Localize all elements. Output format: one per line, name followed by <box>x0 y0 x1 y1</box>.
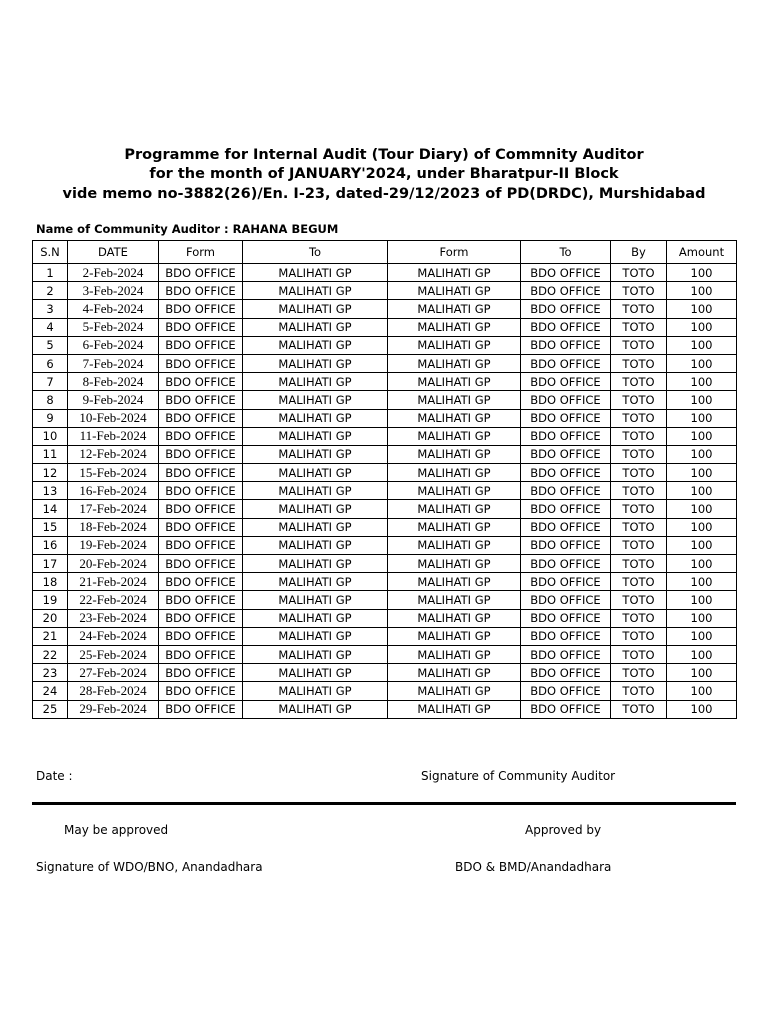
cell-date: 3-Feb-2024 <box>68 282 159 300</box>
document-title-line-3: vide memo no-3882(26)/En. I-23, dated-29/12/2023 of PD(DRDC), Murshidabad <box>62 186 706 202</box>
cell-amount: 100 <box>667 373 737 391</box>
cell-date: 2-Feb-2024 <box>68 264 159 282</box>
cell-date: 19-Feb-2024 <box>68 536 159 554</box>
cell-return-to: BDO OFFICE <box>521 391 611 409</box>
cell-by: TOTO <box>611 354 667 372</box>
cell-form: BDO OFFICE <box>159 645 243 663</box>
table-row <box>33 354 737 372</box>
cell-amount: 100 <box>667 536 737 554</box>
cell-by: TOTO <box>611 518 667 536</box>
cell-date: 20-Feb-2024 <box>68 555 159 573</box>
table-row <box>33 645 737 663</box>
cell-return-to: BDO OFFICE <box>521 264 611 282</box>
cell-to: MALIHATI GP <box>243 264 388 282</box>
cell-to: MALIHATI GP <box>243 609 388 627</box>
cell-return-to: BDO OFFICE <box>521 373 611 391</box>
cell-form: BDO OFFICE <box>159 336 243 354</box>
cell-amount: 100 <box>667 464 737 482</box>
cell-form: BDO OFFICE <box>159 300 243 318</box>
cell-to: MALIHATI GP <box>243 354 388 372</box>
cell-sn: 17 <box>33 555 68 573</box>
table-row <box>33 409 737 427</box>
cell-form: BDO OFFICE <box>159 445 243 463</box>
cell-to: MALIHATI GP <box>243 664 388 682</box>
cell-date: 6-Feb-2024 <box>68 336 159 354</box>
cell-sn: 2 <box>33 282 68 300</box>
cell-form: BDO OFFICE <box>159 609 243 627</box>
cell-date: 4-Feb-2024 <box>68 300 159 318</box>
table-row <box>33 682 737 700</box>
cell-return-to: BDO OFFICE <box>521 682 611 700</box>
cell-date: 12-Feb-2024 <box>68 445 159 463</box>
cell-form: BDO OFFICE <box>159 373 243 391</box>
cell-by: TOTO <box>611 445 667 463</box>
cell-to: MALIHATI GP <box>243 409 388 427</box>
cell-return-to: BDO OFFICE <box>521 445 611 463</box>
table-row <box>33 555 737 573</box>
cell-date: 11-Feb-2024 <box>68 427 159 445</box>
table-row <box>33 500 737 518</box>
cell-date: 18-Feb-2024 <box>68 518 159 536</box>
table-row <box>33 627 737 645</box>
cell-date: 28-Feb-2024 <box>68 682 159 700</box>
table-row <box>33 427 737 445</box>
cell-to: MALIHATI GP <box>243 500 388 518</box>
cell-by: TOTO <box>611 591 667 609</box>
cell-to: MALIHATI GP <box>243 391 388 409</box>
cell-return-form: MALIHATI GP <box>388 645 521 663</box>
table-body <box>33 264 737 719</box>
cell-by: TOTO <box>611 555 667 573</box>
cell-sn: 10 <box>33 427 68 445</box>
cell-sn: 24 <box>33 682 68 700</box>
cell-return-to: BDO OFFICE <box>521 664 611 682</box>
cell-to: MALIHATI GP <box>243 482 388 500</box>
cell-by: TOTO <box>611 282 667 300</box>
cell-return-to: BDO OFFICE <box>521 536 611 554</box>
cell-return-form: MALIHATI GP <box>388 518 521 536</box>
cell-sn: 22 <box>33 645 68 663</box>
table-header-row <box>33 241 737 264</box>
cell-return-form: MALIHATI GP <box>388 500 521 518</box>
cell-sn: 12 <box>33 464 68 482</box>
cell-by: TOTO <box>611 373 667 391</box>
cell-form: BDO OFFICE <box>159 391 243 409</box>
cell-form: BDO OFFICE <box>159 700 243 718</box>
cell-amount: 100 <box>667 682 737 700</box>
cell-return-to: BDO OFFICE <box>521 409 611 427</box>
column-header-amount: Amount <box>667 241 737 264</box>
cell-return-to: BDO OFFICE <box>521 500 611 518</box>
table-row <box>33 300 737 318</box>
cell-form: BDO OFFICE <box>159 518 243 536</box>
cell-by: TOTO <box>611 300 667 318</box>
cell-sn: 25 <box>33 700 68 718</box>
cell-form: BDO OFFICE <box>159 682 243 700</box>
cell-form: BDO OFFICE <box>159 427 243 445</box>
cell-by: TOTO <box>611 536 667 554</box>
cell-return-to: BDO OFFICE <box>521 336 611 354</box>
table-row <box>33 573 737 591</box>
cell-return-form: MALIHATI GP <box>388 264 521 282</box>
cell-date: 29-Feb-2024 <box>68 700 159 718</box>
cell-by: TOTO <box>611 627 667 645</box>
cell-return-form: MALIHATI GP <box>388 391 521 409</box>
cell-sn: 4 <box>33 318 68 336</box>
cell-form: BDO OFFICE <box>159 264 243 282</box>
cell-to: MALIHATI GP <box>243 682 388 700</box>
cell-return-to: BDO OFFICE <box>521 645 611 663</box>
cell-amount: 100 <box>667 482 737 500</box>
table-row <box>33 664 737 682</box>
cell-to: MALIHATI GP <box>243 627 388 645</box>
column-header-date: DATE <box>68 241 159 264</box>
cell-date: 25-Feb-2024 <box>68 645 159 663</box>
column-header-return-to: To <box>521 241 611 264</box>
cell-return-to: BDO OFFICE <box>521 591 611 609</box>
cell-form: BDO OFFICE <box>159 464 243 482</box>
cell-sn: 21 <box>33 627 68 645</box>
cell-sn: 5 <box>33 336 68 354</box>
cell-date: 22-Feb-2024 <box>68 591 159 609</box>
table-row <box>33 536 737 554</box>
cell-return-to: BDO OFFICE <box>521 318 611 336</box>
cell-return-form: MALIHATI GP <box>388 427 521 445</box>
bdo-designation-label: BDO & BMD/Anandadhara <box>455 860 612 874</box>
column-header-sn: S.N <box>33 241 68 264</box>
cell-return-to: BDO OFFICE <box>521 627 611 645</box>
cell-amount: 100 <box>667 409 737 427</box>
cell-return-form: MALIHATI GP <box>388 573 521 591</box>
cell-sn: 23 <box>33 664 68 682</box>
cell-to: MALIHATI GP <box>243 700 388 718</box>
cell-form: BDO OFFICE <box>159 354 243 372</box>
cell-by: TOTO <box>611 409 667 427</box>
cell-sn: 14 <box>33 500 68 518</box>
cell-form: BDO OFFICE <box>159 627 243 645</box>
cell-sn: 7 <box>33 373 68 391</box>
cell-return-to: BDO OFFICE <box>521 555 611 573</box>
cell-date: 17-Feb-2024 <box>68 500 159 518</box>
cell-sn: 3 <box>33 300 68 318</box>
cell-return-form: MALIHATI GP <box>388 300 521 318</box>
cell-form: BDO OFFICE <box>159 591 243 609</box>
cell-by: TOTO <box>611 664 667 682</box>
cell-form: BDO OFFICE <box>159 555 243 573</box>
cell-form: BDO OFFICE <box>159 318 243 336</box>
auditor-name-line: Name of Community Auditor : RAHANA BEGUM <box>36 222 339 236</box>
column-header-return-form: Form <box>388 241 521 264</box>
column-header-form: Form <box>159 241 243 264</box>
cell-amount: 100 <box>667 354 737 372</box>
cell-sn: 9 <box>33 409 68 427</box>
table-row <box>33 464 737 482</box>
cell-amount: 100 <box>667 391 737 409</box>
cell-return-form: MALIHATI GP <box>388 609 521 627</box>
cell-to: MALIHATI GP <box>243 373 388 391</box>
cell-amount: 100 <box>667 627 737 645</box>
cell-sn: 11 <box>33 445 68 463</box>
cell-return-form: MALIHATI GP <box>388 664 521 682</box>
cell-by: TOTO <box>611 318 667 336</box>
cell-date: 5-Feb-2024 <box>68 318 159 336</box>
cell-amount: 100 <box>667 518 737 536</box>
cell-return-to: BDO OFFICE <box>521 300 611 318</box>
table-row <box>33 336 737 354</box>
cell-amount: 100 <box>667 664 737 682</box>
cell-by: TOTO <box>611 682 667 700</box>
table-row <box>33 482 737 500</box>
cell-by: TOTO <box>611 500 667 518</box>
cell-return-form: MALIHATI GP <box>388 700 521 718</box>
cell-return-form: MALIHATI GP <box>388 591 521 609</box>
cell-return-form: MALIHATI GP <box>388 282 521 300</box>
cell-date: 27-Feb-2024 <box>68 664 159 682</box>
cell-return-to: BDO OFFICE <box>521 609 611 627</box>
cell-by: TOTO <box>611 609 667 627</box>
cell-to: MALIHATI GP <box>243 336 388 354</box>
cell-date: 9-Feb-2024 <box>68 391 159 409</box>
cell-return-form: MALIHATI GP <box>388 682 521 700</box>
cell-amount: 100 <box>667 300 737 318</box>
cell-return-form: MALIHATI GP <box>388 409 521 427</box>
cell-amount: 100 <box>667 645 737 663</box>
cell-by: TOTO <box>611 336 667 354</box>
cell-date: 23-Feb-2024 <box>68 609 159 627</box>
cell-sn: 18 <box>33 573 68 591</box>
cell-amount: 100 <box>667 555 737 573</box>
table-row <box>33 700 737 718</box>
cell-sn: 8 <box>33 391 68 409</box>
cell-amount: 100 <box>667 591 737 609</box>
cell-return-to: BDO OFFICE <box>521 464 611 482</box>
cell-amount: 100 <box>667 318 737 336</box>
cell-by: TOTO <box>611 482 667 500</box>
cell-sn: 19 <box>33 591 68 609</box>
cell-form: BDO OFFICE <box>159 282 243 300</box>
cell-to: MALIHATI GP <box>243 555 388 573</box>
cell-form: BDO OFFICE <box>159 409 243 427</box>
cell-form: BDO OFFICE <box>159 500 243 518</box>
cell-to: MALIHATI GP <box>243 573 388 591</box>
column-header-by: By <box>611 241 667 264</box>
cell-return-form: MALIHATI GP <box>388 373 521 391</box>
cell-amount: 100 <box>667 700 737 718</box>
cell-amount: 100 <box>667 282 737 300</box>
cell-date: 7-Feb-2024 <box>68 354 159 372</box>
cell-to: MALIHATI GP <box>243 518 388 536</box>
cell-return-form: MALIHATI GP <box>388 336 521 354</box>
cell-return-to: BDO OFFICE <box>521 482 611 500</box>
cell-amount: 100 <box>667 427 737 445</box>
cell-by: TOTO <box>611 264 667 282</box>
tour-diary-table <box>32 240 737 719</box>
cell-date: 21-Feb-2024 <box>68 573 159 591</box>
table-row <box>33 609 737 627</box>
cell-sn: 16 <box>33 536 68 554</box>
community-auditor-signature-label: Signature of Community Auditor <box>421 769 616 783</box>
cell-return-to: BDO OFFICE <box>521 700 611 718</box>
cell-form: BDO OFFICE <box>159 536 243 554</box>
cell-amount: 100 <box>667 573 737 591</box>
cell-form: BDO OFFICE <box>159 482 243 500</box>
cell-amount: 100 <box>667 336 737 354</box>
cell-date: 15-Feb-2024 <box>68 464 159 482</box>
cell-amount: 100 <box>667 609 737 627</box>
table-row <box>33 591 737 609</box>
table-row <box>33 318 737 336</box>
cell-sn: 15 <box>33 518 68 536</box>
table-row <box>33 373 737 391</box>
date-label: Date : <box>36 769 73 783</box>
cell-return-form: MALIHATI GP <box>388 536 521 554</box>
table-row <box>33 264 737 282</box>
cell-date: 16-Feb-2024 <box>68 482 159 500</box>
cell-by: TOTO <box>611 391 667 409</box>
cell-to: MALIHATI GP <box>243 464 388 482</box>
cell-by: TOTO <box>611 464 667 482</box>
approved-by-label: Approved by <box>525 823 602 837</box>
cell-to: MALIHATI GP <box>243 645 388 663</box>
wdo-signature-label: Signature of WDO/BNO, Anandadhara <box>36 860 263 874</box>
cell-return-form: MALIHATI GP <box>388 464 521 482</box>
cell-return-form: MALIHATI GP <box>388 445 521 463</box>
footer-divider <box>32 802 736 805</box>
cell-return-to: BDO OFFICE <box>521 354 611 372</box>
cell-return-form: MALIHATI GP <box>388 555 521 573</box>
cell-amount: 100 <box>667 264 737 282</box>
cell-return-form: MALIHATI GP <box>388 627 521 645</box>
document-title-line-1: Programme for Internal Audit (Tour Diary) of Commnity Auditor <box>124 147 644 163</box>
cell-sn: 20 <box>33 609 68 627</box>
cell-by: TOTO <box>611 700 667 718</box>
cell-return-form: MALIHATI GP <box>388 354 521 372</box>
cell-sn: 13 <box>33 482 68 500</box>
cell-by: TOTO <box>611 427 667 445</box>
cell-to: MALIHATI GP <box>243 591 388 609</box>
column-header-to: To <box>243 241 388 264</box>
cell-date: 10-Feb-2024 <box>68 409 159 427</box>
cell-to: MALIHATI GP <box>243 445 388 463</box>
cell-to: MALIHATI GP <box>243 282 388 300</box>
table-row <box>33 391 737 409</box>
cell-amount: 100 <box>667 500 737 518</box>
cell-return-to: BDO OFFICE <box>521 282 611 300</box>
cell-by: TOTO <box>611 645 667 663</box>
cell-form: BDO OFFICE <box>159 573 243 591</box>
cell-return-form: MALIHATI GP <box>388 318 521 336</box>
cell-form: BDO OFFICE <box>159 664 243 682</box>
cell-sn: 1 <box>33 264 68 282</box>
cell-return-to: BDO OFFICE <box>521 518 611 536</box>
cell-return-to: BDO OFFICE <box>521 427 611 445</box>
may-be-approved-label: May be approved <box>64 823 169 837</box>
cell-date: 8-Feb-2024 <box>68 373 159 391</box>
cell-to: MALIHATI GP <box>243 318 388 336</box>
cell-return-to: BDO OFFICE <box>521 573 611 591</box>
cell-to: MALIHATI GP <box>243 536 388 554</box>
cell-amount: 100 <box>667 445 737 463</box>
table-row <box>33 282 737 300</box>
cell-to: MALIHATI GP <box>243 300 388 318</box>
cell-to: MALIHATI GP <box>243 427 388 445</box>
document-title-line-2: for the month of JANUARY'2024, under Bharatpur-II Block <box>149 166 619 182</box>
cell-by: TOTO <box>611 573 667 591</box>
cell-return-form: MALIHATI GP <box>388 482 521 500</box>
table-row <box>33 518 737 536</box>
cell-date: 24-Feb-2024 <box>68 627 159 645</box>
cell-sn: 6 <box>33 354 68 372</box>
table-row <box>33 445 737 463</box>
